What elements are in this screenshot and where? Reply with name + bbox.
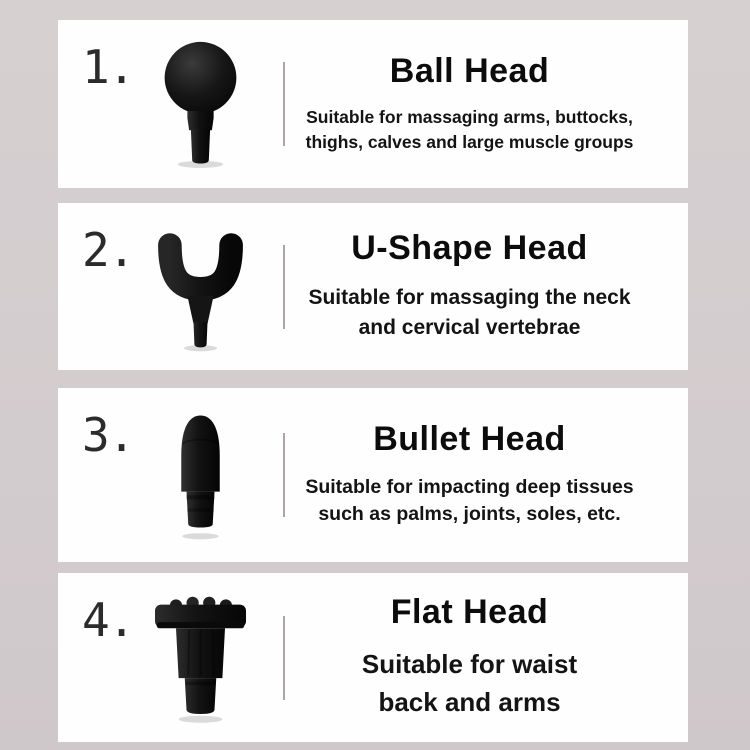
item-number: 4. [82, 593, 134, 647]
attachment-title: Ball Head [389, 51, 550, 90]
bullet-head-icon [148, 405, 253, 545]
attachment-title: Flat Head [390, 592, 549, 631]
flat-head-icon [148, 588, 253, 728]
attachment-description: Suitable for impacting deep tissues such as palms, joints, soles, etc. [305, 475, 634, 526]
attachment-card-u-shape-head [58, 203, 688, 370]
u-shape-head-icon [148, 217, 253, 357]
item-number: 2. [82, 223, 134, 277]
attachment-description: Suitable for massaging arms, buttocks, thighs, calves and large muscle groups [305, 107, 634, 153]
attachment-description: Suitable for waist back and arms [361, 649, 578, 717]
attachment-title: Bullet Head [373, 420, 566, 459]
attachment-card-bullet-head [58, 388, 688, 562]
item-number: 3. [82, 408, 134, 462]
attachment-card-ball-head [58, 20, 688, 188]
attachment-title: U-Shape Head [351, 229, 588, 268]
attachment-card-flat-head [58, 573, 688, 742]
ball-head-icon [148, 34, 253, 174]
attachment-description: Suitable for massaging the neck and cervical vertebrae [308, 285, 631, 339]
item-number: 1. [82, 40, 134, 94]
